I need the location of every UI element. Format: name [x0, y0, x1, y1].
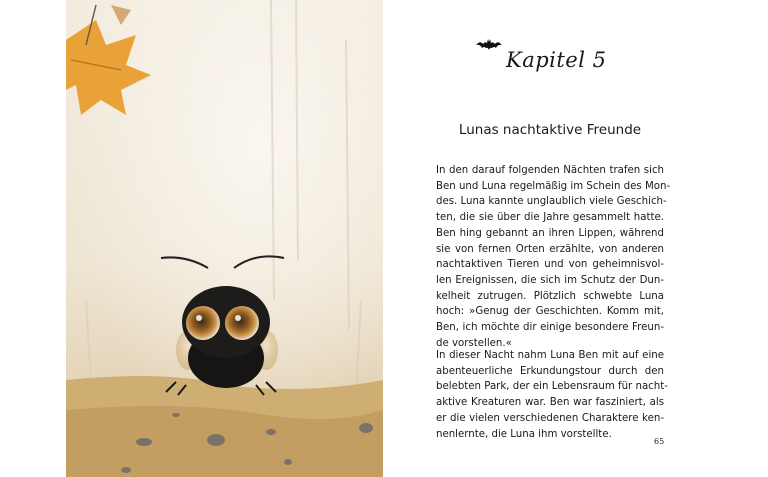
- text-line: len Ereignissen, die sich im Schutz der Dun-: [436, 274, 664, 286]
- chapter-heading: [476, 36, 616, 80]
- text-line: Ben hing gebannt an ihren Lippen, während: [436, 227, 664, 239]
- text-line: belebten Park, der ein Lebensraum für nacht-: [436, 381, 668, 393]
- text-line: In den darauf folgenden Nächten trafen sich: [436, 165, 664, 176]
- page-number: 65: [654, 437, 665, 446]
- text-line: er die vielen verschiedenen Charaktere ken-: [436, 412, 664, 424]
- text-line: de vorstellen.«: [436, 337, 512, 349]
- chapter-subtitle: Lunas nachtaktive Freunde: [458, 122, 642, 138]
- bug-illustration: [66, 0, 383, 477]
- text-line: nachtaktiven Tieren und von geheimnisvol-: [436, 259, 664, 271]
- text-line: Ben, ich möchte dir einige besondere Freun-: [436, 322, 664, 334]
- text-line: aktive Kreaturen war. Ben war fasziniert, als: [436, 397, 664, 409]
- text-line: des. Luna kannte unglaublich viele Geschich-: [436, 196, 667, 208]
- paragraph: [436, 163, 671, 351]
- text-line: In dieser Nacht nahm Luna Ben mit auf eine: [436, 350, 664, 361]
- text-line: sie von fernen Orten erzählte, von anderen: [436, 243, 664, 255]
- chapter-title: Kapitel 5: [506, 48, 607, 72]
- bat-icon: [476, 38, 502, 54]
- text-line: nenlernte, die Luna ihm vorstellte.: [436, 428, 612, 440]
- text-line: abenteuerliche Erkundungstour durch den: [436, 365, 664, 377]
- text-line: Ben und Luna regelmäßig im Schein des Mon-: [436, 180, 671, 192]
- text-line: ten, die sie über die Jahre gesammelt hatte.: [436, 212, 664, 224]
- text-line: hoch: »Genug der Geschichten. Komm mit,: [436, 306, 664, 318]
- chapter-illustration: [66, 0, 383, 477]
- text-line: kelheit zutrugen. Plötzlich schwebte Luna: [436, 290, 664, 302]
- paragraph: [436, 348, 668, 442]
